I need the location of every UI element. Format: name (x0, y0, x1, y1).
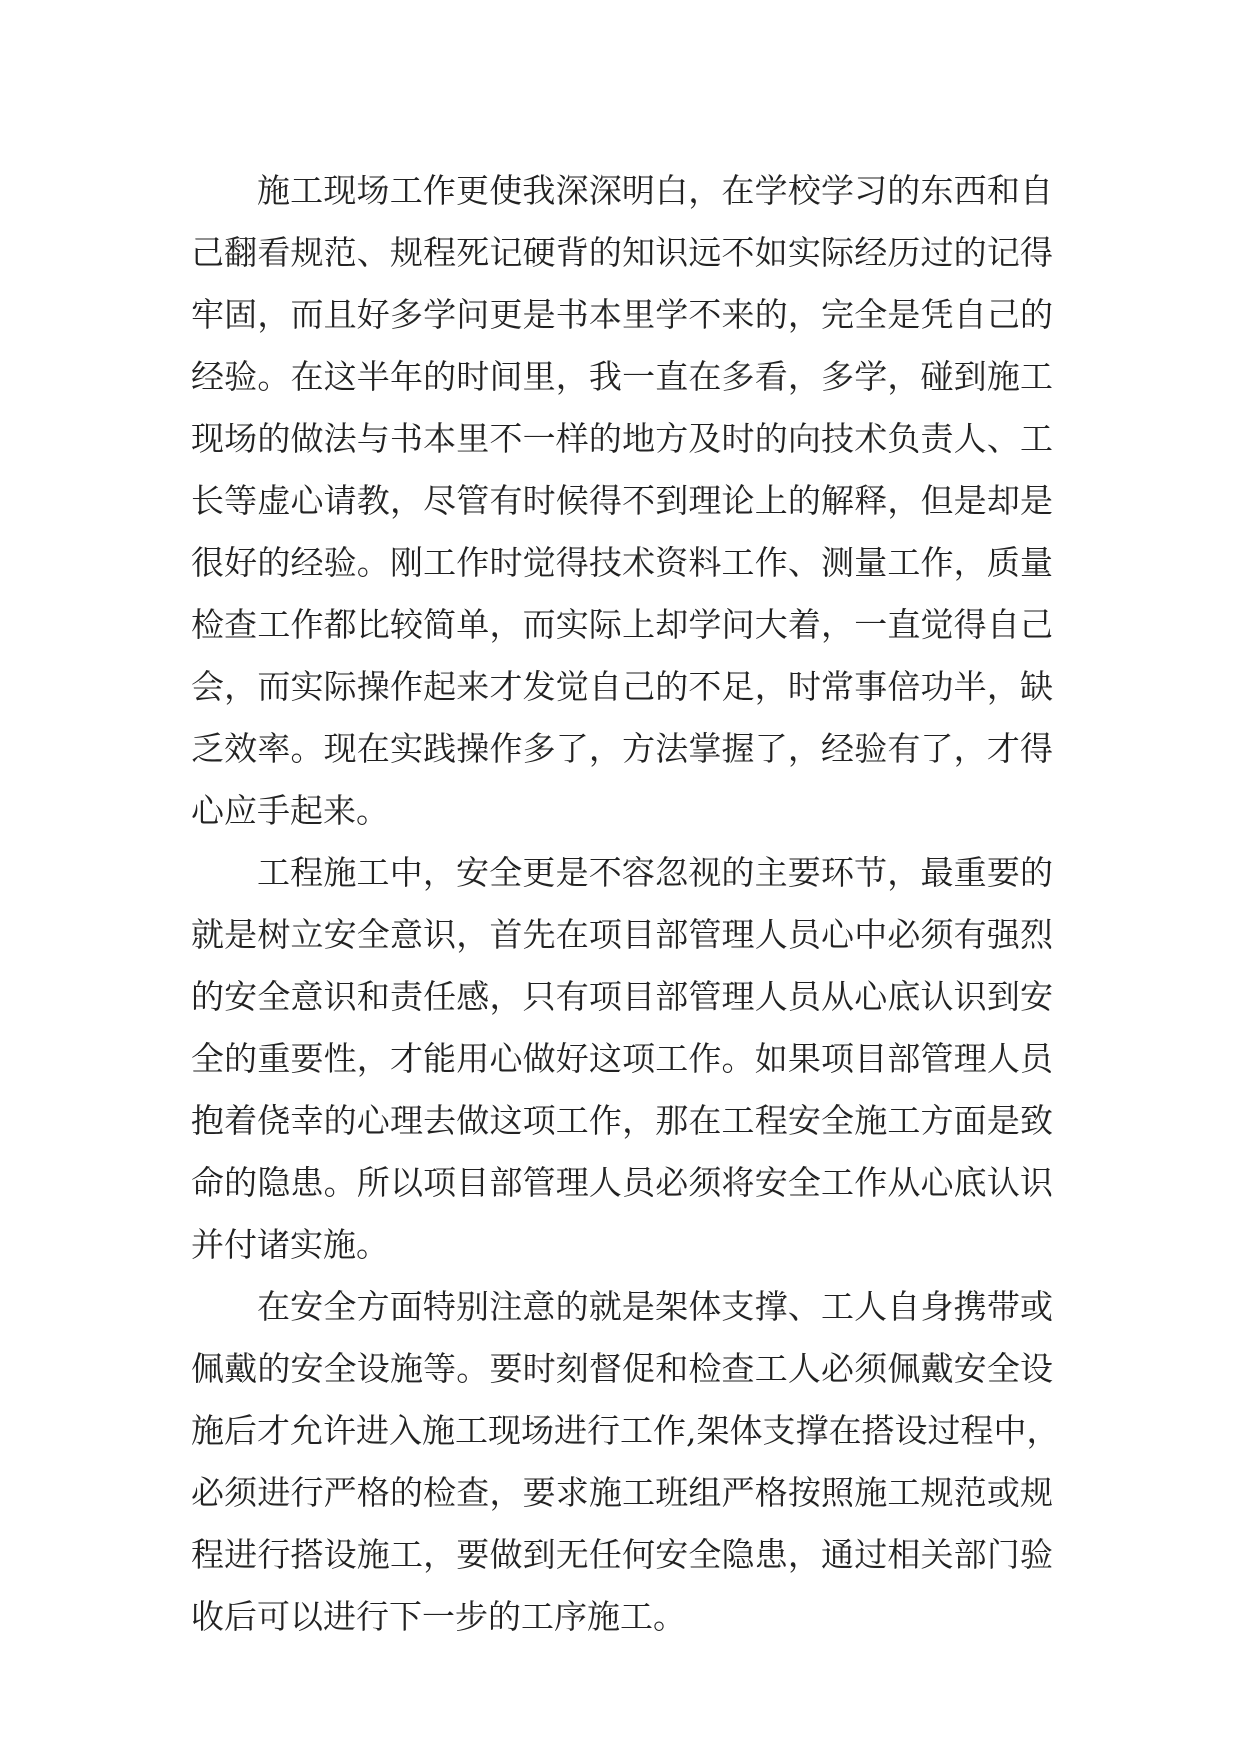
text-line: 并付诸实施。 (191, 1225, 389, 1264)
text-line: 佩戴的安全设施等。要时刻督促和检查工人必须佩戴安全设 (191, 1349, 1053, 1388)
text-line: 现场的做法与书本里不一样的地方及时的向技术负责人、工 (191, 419, 1053, 458)
text-line: 的安全意识和责任感，只有项目部管理人员从心底认识到安 (191, 977, 1053, 1016)
text-line: 会，而实际操作起来才发觉自己的不足，时常事倍功半，缺 (191, 667, 1053, 706)
text-line: 经验。在这半年的时间里，我一直在多看，多学，碰到施工 (191, 357, 1053, 396)
document-body (191, 160, 1060, 1648)
text-line: 施后才允许进入施工现场进行工作,架体支撑在搭设过程中， (191, 1411, 1060, 1450)
text-line: 必须进行严格的检查，要求施工班组严格按照施工规范或规 (191, 1473, 1053, 1512)
text-line: 程进行搭设施工，要做到无任何安全隐患，通过相关部门验 (191, 1535, 1053, 1574)
text-line: 心应手起来。 (191, 791, 389, 830)
text-line: 工程施工中，安全更是不容忽视的主要环节，最重要的 (257, 853, 1053, 892)
text-line: 施工现场工作更使我深深明白，在学校学习的东西和自 (257, 171, 1053, 210)
text-line: 全的重要性，才能用心做好这项工作。如果项目部管理人员 (191, 1039, 1053, 1078)
text-line: 乏效率。现在实践操作多了，方法掌握了，经验有了，才得 (191, 729, 1053, 768)
text-line: 就是树立安全意识，首先在项目部管理人员心中必须有强烈 (191, 915, 1053, 954)
text-line: 长等虚心请教，尽管有时候得不到理论上的解释，但是却是 (191, 481, 1053, 520)
text-line: 抱着侥幸的心理去做这项工作，那在工程安全施工方面是致 (191, 1101, 1053, 1140)
paragraph-1 (191, 160, 1053, 842)
text-line: 收后可以进行下一步的工序施工。 (191, 1597, 686, 1636)
text-line: 己翻看规范、规程死记硬背的知识远不如实际经历过的记得 (191, 233, 1053, 272)
text-line: 检查工作都比较简单，而实际上却学问大着，一直觉得自己 (191, 605, 1053, 644)
text-line: 命的隐患。所以项目部管理人员必须将安全工作从心底认识 (191, 1163, 1053, 1202)
paragraph-3 (191, 1276, 1060, 1648)
text-line: 牢固，而且好多学问更是书本里学不来的，完全是凭自己的 (191, 295, 1053, 334)
text-line: 在安全方面特别注意的就是架体支撑、工人自身携带或 (257, 1287, 1053, 1326)
paragraph-2 (191, 842, 1053, 1276)
text-line: 很好的经验。刚工作时觉得技术资料工作、测量工作，质量 (191, 543, 1053, 582)
